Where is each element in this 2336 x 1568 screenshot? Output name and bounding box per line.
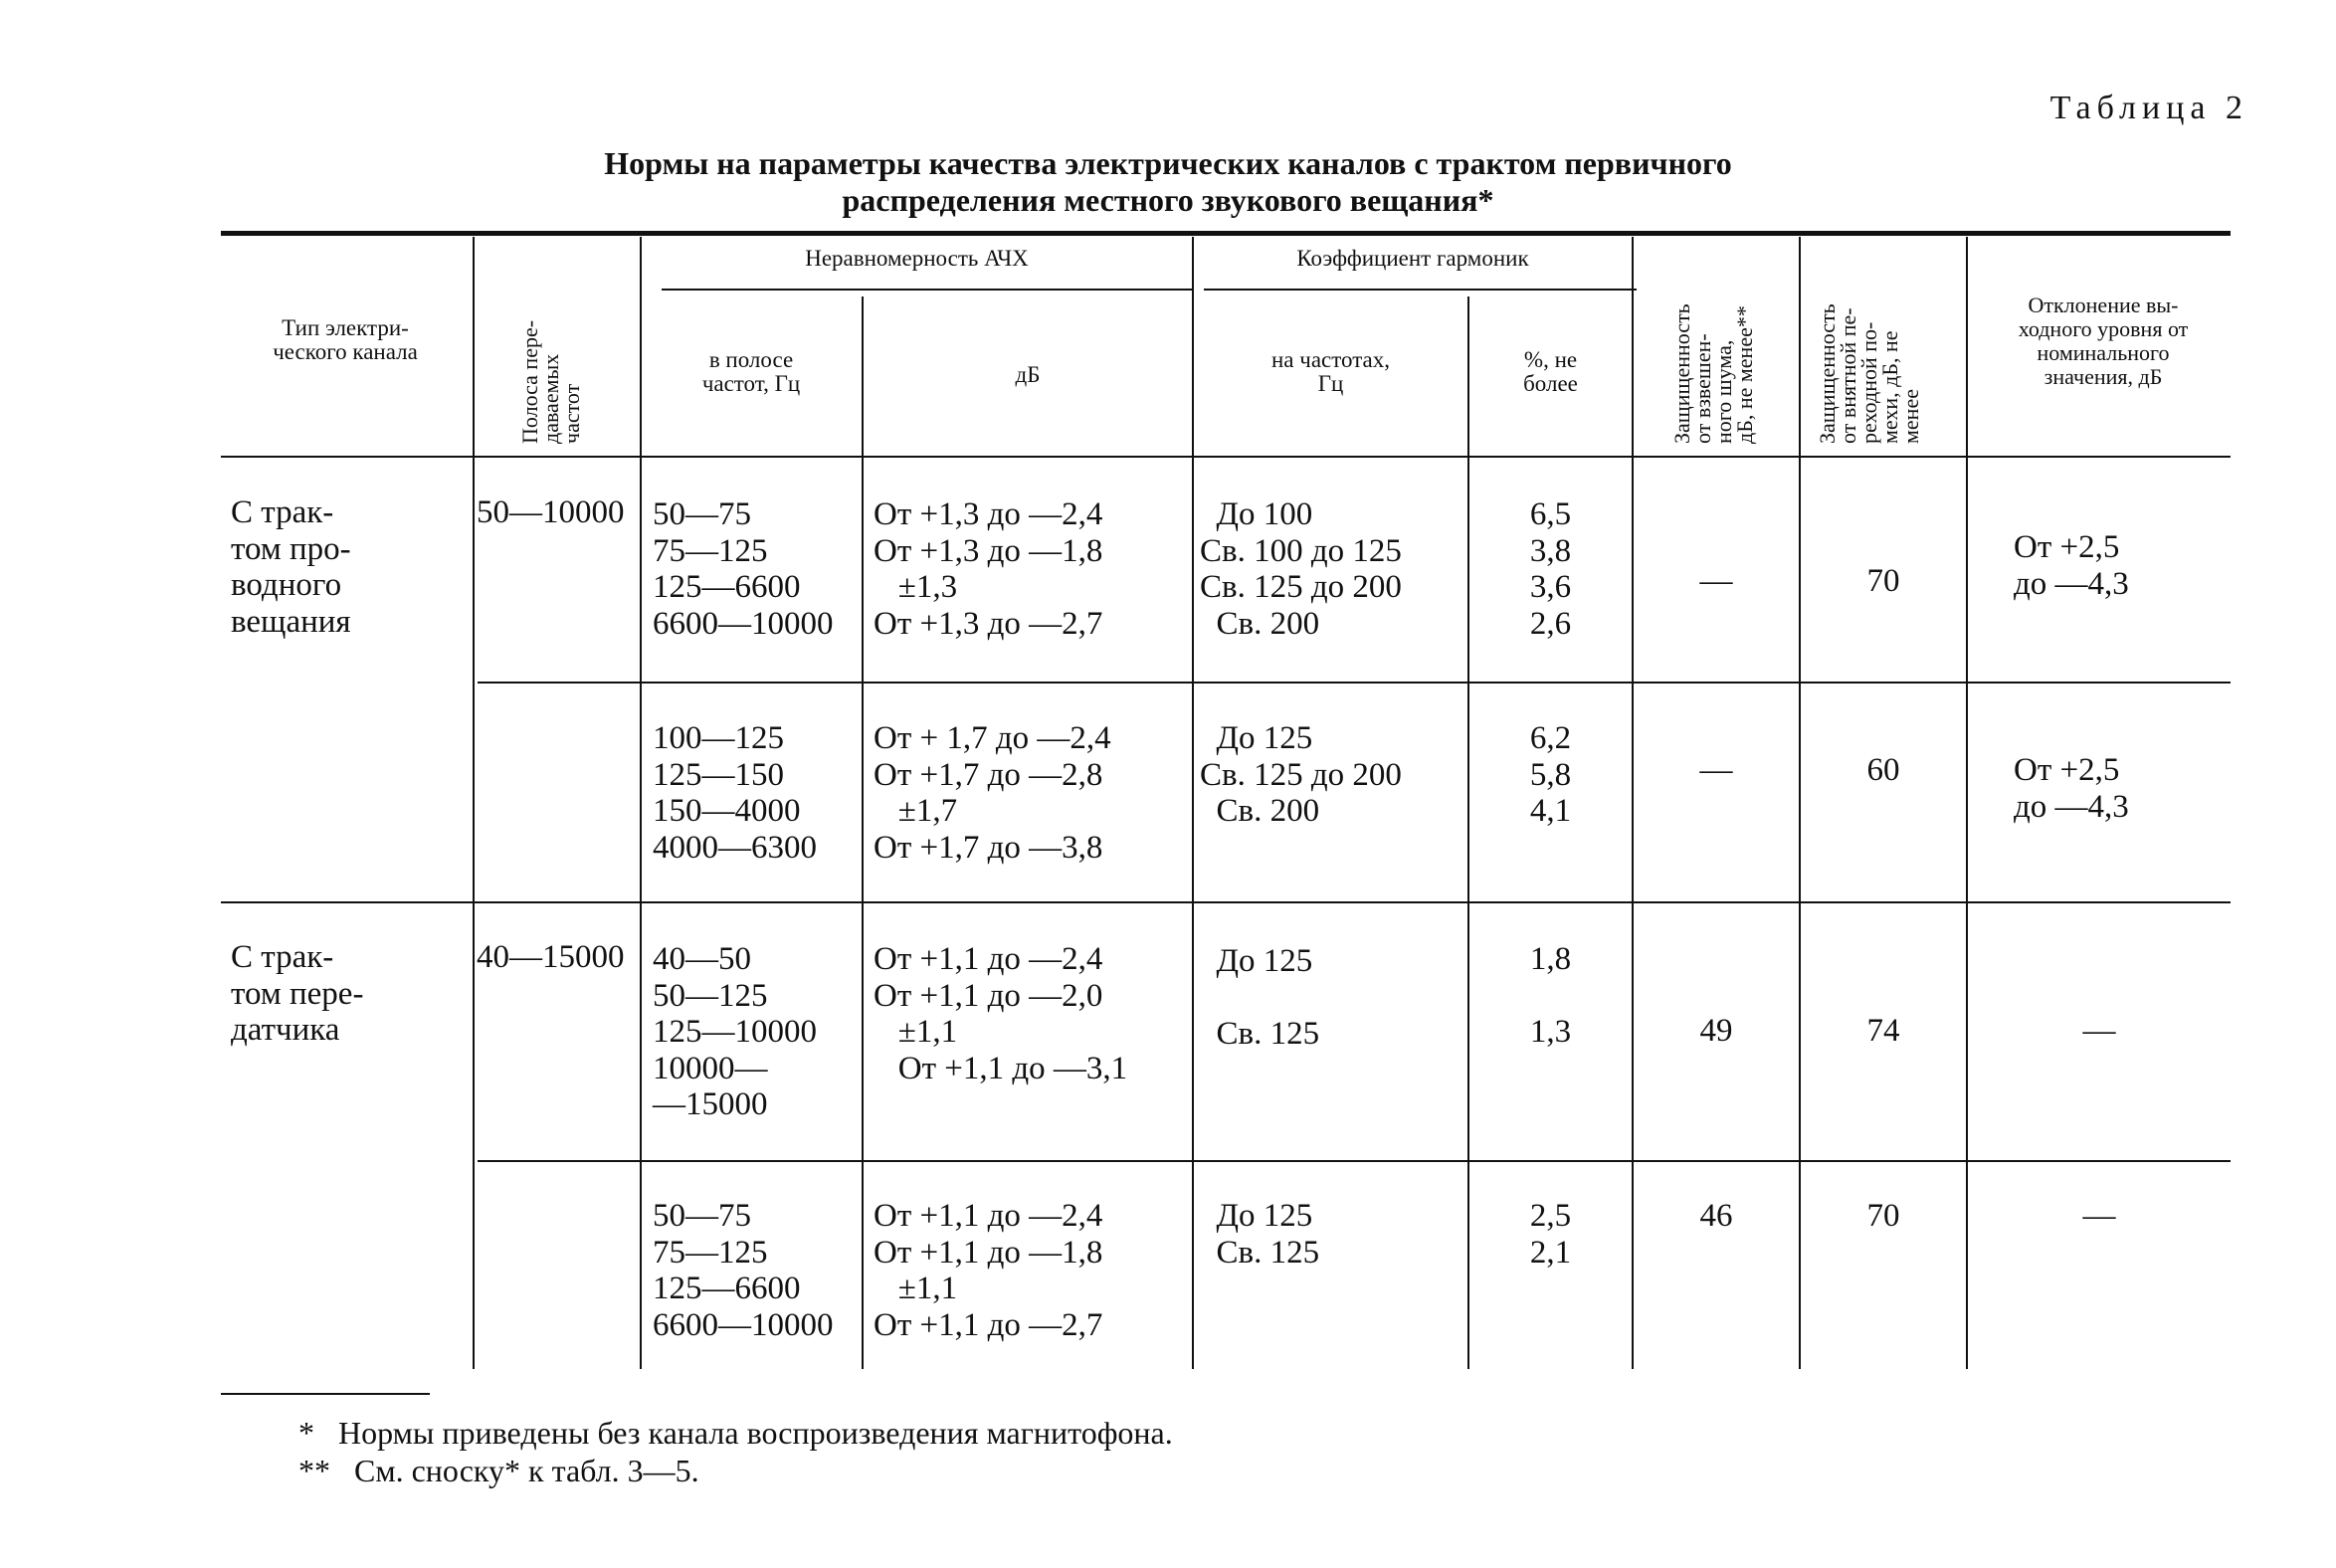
row-1-channel-type: С трак- том про- водного вещания — [231, 494, 351, 640]
row-1-harmonics-percent: 6,5 3,8 3,6 2,6 — [1529, 496, 1572, 642]
row-1-afc-db: От +1,3 до —2,4 От +1,3 до —1,8 ±1,3 От +1,3 до —2,7 — [874, 496, 1103, 642]
row-2-afc-band: 100—125 125—150 150—4000 4000—6300 — [653, 720, 817, 866]
row-4-harmonics-freq: До 125 Св. 125 — [1216, 1198, 1320, 1271]
row-3-afc-band: 40—50 50—125 125—10000 10000— —15000 — [653, 941, 817, 1122]
header-afc-db: дБ — [1015, 362, 1041, 387]
header-harmonics-group: Коэффициент гармоник — [1296, 246, 1529, 271]
col-rule-3 — [862, 296, 864, 1369]
header-channel-type: Тип электри- ческого канала — [273, 315, 418, 364]
row-1-harmonics-freq: До 100 Св. 100 до 125 Св. 125 до 200 Св. 200 — [1200, 496, 1402, 642]
footnote-2: ** См. сноску* к табл. 3—5. — [298, 1453, 699, 1488]
header-crosstalk-protection: Защищенность от внятной пе- реходной по- мехи, дБ, не менее — [1815, 303, 1923, 444]
row-3-deviation: — — [2082, 1013, 2116, 1049]
row-2-crosstalk: 60 — [1866, 752, 1900, 788]
row-4-afc-db: От +1,1 до —2,4 От +1,1 до —1,8 ±1,1 От +1,1 до —2,7 — [874, 1198, 1103, 1343]
row-1-band: 50—10000 — [477, 494, 625, 530]
row-4-noise: 46 — [1699, 1198, 1733, 1234]
row-1-noise: — — [1699, 563, 1733, 599]
row-1-afc-band: 50—75 75—125 125—6600 6600—10000 — [653, 496, 834, 642]
header-bottom-rule — [221, 456, 2231, 458]
header-harmonics-freq: на частотах, Гц — [1271, 347, 1390, 396]
row-2-harmonics-freq: До 125 Св. 125 до 200 Св. 200 — [1200, 720, 1402, 829]
header-harmonics-percent: %, не более — [1523, 347, 1578, 396]
row-2-harmonics-percent: 6,2 5,8 4,1 — [1529, 720, 1572, 829]
footnote-separator — [221, 1393, 430, 1395]
table-title-line-1: Нормы на параметры качества электрических каналов с трактом первичного — [604, 145, 1732, 181]
row-4-harmonics-percent: 2,5 2,1 — [1529, 1198, 1572, 1271]
row-3-afc-db: От +1,1 до —2,4 От +1,1 до —2,0 ±1,1 От +1,1 до —3,1 — [874, 941, 1128, 1086]
row-4-deviation: — — [2082, 1198, 2116, 1234]
row-2-3-rule — [221, 901, 2231, 903]
row-2-noise: — — [1699, 752, 1733, 788]
row-3-noise: 49 — [1699, 1013, 1733, 1049]
header-afc-group: Неравномерность АЧХ — [805, 246, 1029, 271]
row-3-channel-type: С трак- том пере- датчика — [231, 939, 364, 1048]
col-rule-2 — [640, 237, 642, 1369]
header-subgroup-rule-harmonics — [1204, 289, 1637, 291]
row-1-crosstalk: 70 — [1866, 563, 1900, 599]
row-1-deviation: От +2,5 до —4,3 — [2014, 529, 2129, 602]
col-rule-4 — [1192, 237, 1194, 1369]
row-4-afc-band: 50—75 75—125 125—6600 6600—10000 — [653, 1198, 834, 1343]
row-3-harmonics-percent: 1,8 1,3 — [1529, 941, 1572, 1050]
table-number-label: Таблица 2 — [2049, 90, 2248, 126]
row-3-band: 40—15000 — [477, 939, 625, 975]
col-rule-1 — [473, 237, 475, 1369]
row-3-crosstalk: 74 — [1866, 1013, 1900, 1049]
row-4-crosstalk: 70 — [1866, 1198, 1900, 1234]
table-top-rule — [221, 231, 2231, 236]
header-afc-band: в полосе частот, Гц — [701, 347, 801, 396]
footnote-1: * Нормы приведены без канала воспроизведения магнитофона. — [298, 1415, 1173, 1451]
row-3-harmonics-freq: До 125 Св. 125 — [1216, 943, 1320, 1052]
header-noise-protection: Защищенность от взвешен- ного шума, дБ, не менее** — [1669, 303, 1757, 444]
header-output-deviation: Отклонение вы- ходного уровня от номинального значения, дБ — [2018, 293, 2189, 389]
row-2-afc-db: От + 1,7 до —2,4 От +1,7 до —2,8 ±1,7 От +1,7 до —3,8 — [874, 720, 1111, 866]
table-title-line-2: распределения местного звукового вещания* — [842, 182, 1494, 218]
header-subgroup-rule-afc — [662, 289, 1194, 291]
row-2-deviation: От +2,5 до —4,3 — [2014, 752, 2129, 825]
header-band: Полоса пере- даваемых частот — [517, 319, 584, 444]
